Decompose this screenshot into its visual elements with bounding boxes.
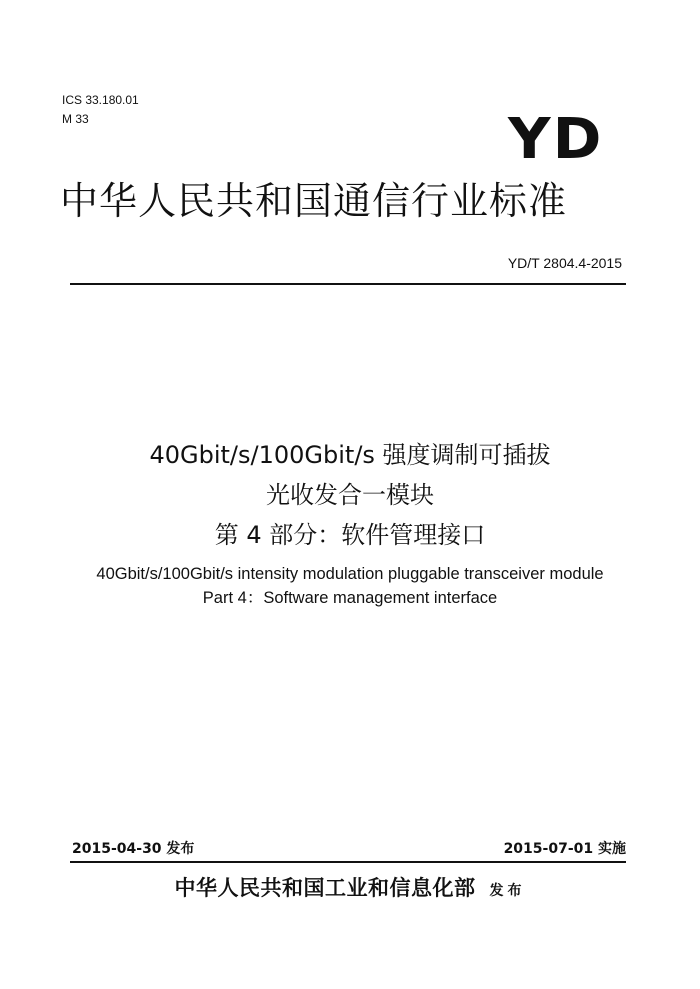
publisher-name: 中华人民共和国工业和信息化部: [174, 875, 476, 900]
chinese-title-line-2: 光收发合一模块: [266, 481, 434, 509]
classification-codes: [62, 91, 139, 129]
publisher-line: [0, 872, 700, 902]
yd-logo: YD: [508, 107, 604, 172]
ics-code: ICS 33.180.01: [62, 93, 139, 107]
english-title-line-2: Part 4：Software management interface: [202, 589, 498, 607]
chinese-title-line-3: 第 4 部分：软件管理接口: [214, 521, 486, 549]
standard-number: YD/T 2804.4-2015: [507, 255, 622, 271]
top-divider: [70, 283, 626, 285]
industry-standard-title: 中华人民共和国通信行业标准: [60, 179, 568, 223]
implementation-date: 2015-07-01 实施: [503, 841, 626, 857]
issue-date: 2015-04-30 发布: [72, 841, 195, 857]
chinese-title-line-1: 40Gbit/s/100Gbit/s 强度调制可插拔: [149, 441, 551, 469]
english-title-line-1: 40Gbit/s/100Gbit/s intensity modulation pluggable transceiver module: [96, 565, 604, 583]
ccs-code: M 33: [62, 112, 89, 126]
bottom-divider: [70, 861, 626, 863]
publish-label: 发布: [489, 883, 526, 899]
